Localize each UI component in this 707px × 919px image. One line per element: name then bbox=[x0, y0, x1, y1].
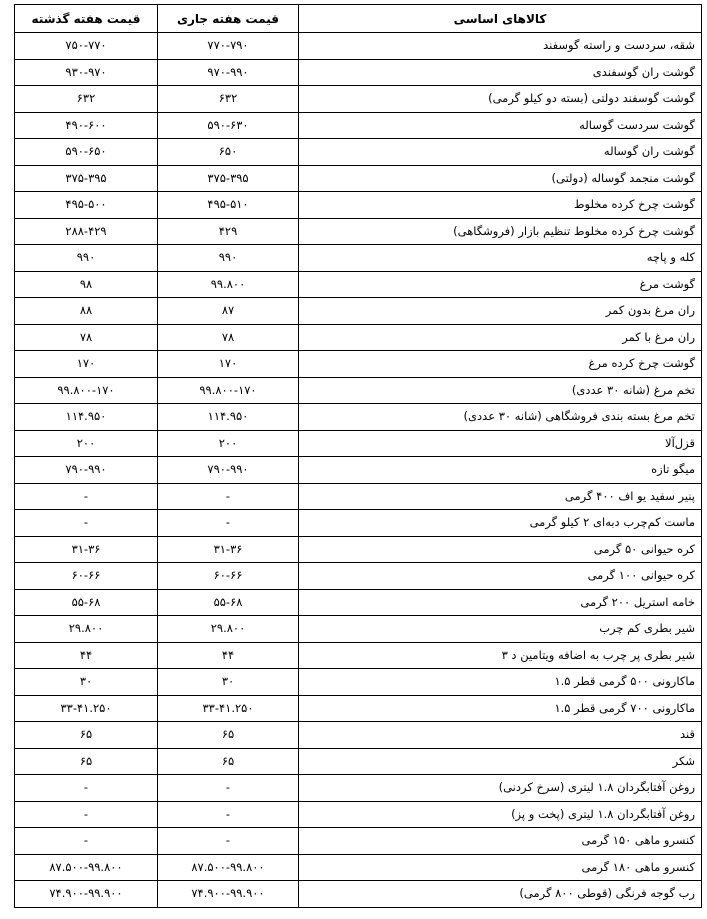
table-row bbox=[15, 881, 702, 908]
current-price-cell: ۱۱۴.۹۵۰ bbox=[158, 404, 299, 431]
table-row bbox=[15, 775, 702, 802]
item-name-cell: کنسرو ماهی ۱۵۰ گرمی bbox=[299, 828, 702, 855]
previous-price-cell: ۹۹۰ bbox=[15, 245, 158, 272]
item-name-cell: گوشت چرخ کرده مخلوط bbox=[299, 192, 702, 219]
previous-price-cell: ۷۹۰-۹۹۰ bbox=[15, 457, 158, 484]
previous-price-cell: - bbox=[15, 801, 158, 828]
item-name-cell: گوشت چرخ کرده مخلوط تنظیم بازار (فروشگاهی) bbox=[299, 218, 702, 245]
item-name-cell: شقه، سردست و راسته گوسفند bbox=[299, 33, 702, 60]
current-price-cell: ۸۷.۵۰۰-۹۹.۸۰۰ bbox=[158, 854, 299, 881]
previous-price-cell: - bbox=[15, 510, 158, 537]
item-name-cell: گوشت چرخ کرده مرغ bbox=[299, 351, 702, 378]
item-name-cell: قند bbox=[299, 722, 702, 749]
current-price-cell: ۲۰۰ bbox=[158, 430, 299, 457]
previous-price-cell: ۷۴.۹۰۰-۹۹.۹۰۰ bbox=[15, 881, 158, 908]
item-name-cell: ران مرغ با کمر bbox=[299, 324, 702, 351]
table-body bbox=[15, 33, 702, 908]
current-price-cell: - bbox=[158, 801, 299, 828]
previous-price-cell: ۴۹۵-۵۰۰ bbox=[15, 192, 158, 219]
price-table bbox=[14, 4, 702, 908]
previous-price-cell: ۲۸۸-۴۲۹ bbox=[15, 218, 158, 245]
previous-price-cell: ۴۴ bbox=[15, 642, 158, 669]
current-price-cell: ۶۵ bbox=[158, 748, 299, 775]
table-row bbox=[15, 192, 702, 219]
item-name-cell: کنسرو ماهی ۱۸۰ گرمی bbox=[299, 854, 702, 881]
item-name-cell: روغن آفتابگردان ۱.۸ لیتری (سرخ کردنی) bbox=[299, 775, 702, 802]
current-price-cell: ۷۴.۹۰۰-۹۹.۹۰۰ bbox=[158, 881, 299, 908]
previous-price-cell: ۳۷۵-۳۹۵ bbox=[15, 165, 158, 192]
previous-price-cell: ۹۸ bbox=[15, 271, 158, 298]
item-name-cell: ماکارونی ۷۰۰ گرمی قطر ۱.۵ bbox=[299, 695, 702, 722]
previous-price-cell: ۲۰۰ bbox=[15, 430, 158, 457]
header-last-week-price: قیمت هفته گذشته bbox=[15, 5, 158, 33]
current-price-cell: ۳۰ bbox=[158, 669, 299, 696]
table-row bbox=[15, 722, 702, 749]
item-name-cell: تخم مرغ (شانه ۳۰ عددی) bbox=[299, 377, 702, 404]
table-row bbox=[15, 377, 702, 404]
item-name-cell: پنیر سفید یو اف ۴۰۰ گرمی bbox=[299, 483, 702, 510]
table-row bbox=[15, 642, 702, 669]
header-basic-goods: کالاهای اساسی bbox=[299, 5, 702, 33]
table-row bbox=[15, 748, 702, 775]
table-row bbox=[15, 536, 702, 563]
current-price-cell: ۳۷۵-۳۹۵ bbox=[158, 165, 299, 192]
current-price-cell: ۲۹.۸۰۰ bbox=[158, 616, 299, 643]
item-name-cell: میگو تازه bbox=[299, 457, 702, 484]
table-row bbox=[15, 430, 702, 457]
table-row bbox=[15, 112, 702, 139]
current-price-cell: ۶۰-۶۶ bbox=[158, 563, 299, 590]
table-row bbox=[15, 298, 702, 325]
current-price-cell: - bbox=[158, 775, 299, 802]
previous-price-cell: ۹۹.۸۰۰-۱۷۰ bbox=[15, 377, 158, 404]
table-row bbox=[15, 271, 702, 298]
item-name-cell: گوشت ران گوساله bbox=[299, 139, 702, 166]
current-price-cell: - bbox=[158, 510, 299, 537]
table-row bbox=[15, 165, 702, 192]
item-name-cell: گوشت گوسفند دولتی (بسته دو کیلو گرمی) bbox=[299, 86, 702, 113]
item-name-cell: کله و پاچه bbox=[299, 245, 702, 272]
item-name-cell: رب گوجه فرنگی (قوطی ۸۰۰ گرمی) bbox=[299, 881, 702, 908]
item-name-cell: خامه استریل ۲۰۰ گرمی bbox=[299, 589, 702, 616]
current-price-cell: ۷۸ bbox=[158, 324, 299, 351]
table-row bbox=[15, 139, 702, 166]
table-row bbox=[15, 510, 702, 537]
current-price-cell: - bbox=[158, 483, 299, 510]
item-name-cell: شیر بطری کم چرب bbox=[299, 616, 702, 643]
current-price-cell: ۳۳-۴۱.۲۵۰ bbox=[158, 695, 299, 722]
table-row bbox=[15, 854, 702, 881]
previous-price-cell: - bbox=[15, 775, 158, 802]
previous-price-cell: ۳۰ bbox=[15, 669, 158, 696]
current-price-cell: ۷۹۰-۹۹۰ bbox=[158, 457, 299, 484]
table-row bbox=[15, 351, 702, 378]
previous-price-cell: ۵۵-۶۸ bbox=[15, 589, 158, 616]
current-price-cell: ۹۹.۸۰۰-۱۷۰ bbox=[158, 377, 299, 404]
current-price-cell: ۴۹۵-۵۱۰ bbox=[158, 192, 299, 219]
previous-price-cell: ۸۸ bbox=[15, 298, 158, 325]
previous-price-cell: ۸۷.۵۰۰-۹۹.۸۰۰ bbox=[15, 854, 158, 881]
item-name-cell: شکر bbox=[299, 748, 702, 775]
item-name-cell: ماکارونی ۵۰۰ گرمی قطر ۱.۵ bbox=[299, 669, 702, 696]
item-name-cell: کره حیوانی ۵۰ گرمی bbox=[299, 536, 702, 563]
table-row bbox=[15, 457, 702, 484]
previous-price-cell: ۲۹.۸۰۰ bbox=[15, 616, 158, 643]
item-name-cell: گوشت مرغ bbox=[299, 271, 702, 298]
table-row bbox=[15, 801, 702, 828]
table-row bbox=[15, 86, 702, 113]
table-row bbox=[15, 669, 702, 696]
item-name-cell: روغن آفتابگردان ۱.۸ لیتری (پخت و پز) bbox=[299, 801, 702, 828]
table-row bbox=[15, 33, 702, 60]
current-price-cell: ۸۷ bbox=[158, 298, 299, 325]
current-price-cell: ۹۷۰-۹۹۰ bbox=[158, 59, 299, 86]
table-header-row bbox=[15, 5, 702, 33]
previous-price-cell: ۱۱۴.۹۵۰ bbox=[15, 404, 158, 431]
previous-price-cell: ۶۰-۶۶ bbox=[15, 563, 158, 590]
table-row bbox=[15, 483, 702, 510]
item-name-cell: ران مرغ بدون کمر bbox=[299, 298, 702, 325]
table-row bbox=[15, 59, 702, 86]
previous-price-cell: ۴۹۰-۶۰۰ bbox=[15, 112, 158, 139]
item-name-cell: تخم مرغ بسته بندی فروشگاهی (شانه ۳۰ عددی) bbox=[299, 404, 702, 431]
previous-price-cell: ۳۳-۴۱.۲۵۰ bbox=[15, 695, 158, 722]
item-name-cell: گوشت سردست گوساله bbox=[299, 112, 702, 139]
item-name-cell: ماست کم‌چرب دبه‌ای ۲ کیلو گرمی bbox=[299, 510, 702, 537]
current-price-cell: ۶۵۰ bbox=[158, 139, 299, 166]
table-row bbox=[15, 245, 702, 272]
previous-price-cell: ۷۵۰-۷۷۰ bbox=[15, 33, 158, 60]
current-price-cell: ۹۹۰ bbox=[158, 245, 299, 272]
table-row bbox=[15, 218, 702, 245]
current-price-cell: ۴۲۹ bbox=[158, 218, 299, 245]
table-row bbox=[15, 563, 702, 590]
table-row bbox=[15, 616, 702, 643]
item-name-cell: قزل‌آلا bbox=[299, 430, 702, 457]
previous-price-cell: ۵۹۰-۶۵۰ bbox=[15, 139, 158, 166]
current-price-cell: ۶۵ bbox=[158, 722, 299, 749]
current-price-cell: ۵۹۰-۶۳۰ bbox=[158, 112, 299, 139]
current-price-cell: ۴۴ bbox=[158, 642, 299, 669]
item-name-cell: گوشت منجمد گوساله (دولتی) bbox=[299, 165, 702, 192]
current-price-cell: - bbox=[158, 828, 299, 855]
previous-price-cell: ۷۸ bbox=[15, 324, 158, 351]
table-row bbox=[15, 695, 702, 722]
table-row bbox=[15, 589, 702, 616]
current-price-cell: ۹۹.۸۰۰ bbox=[158, 271, 299, 298]
previous-price-cell: - bbox=[15, 483, 158, 510]
previous-price-cell: - bbox=[15, 828, 158, 855]
previous-price-cell: ۶۵ bbox=[15, 748, 158, 775]
table-row bbox=[15, 324, 702, 351]
item-name-cell: کره حیوانی ۱۰۰ گرمی bbox=[299, 563, 702, 590]
current-price-cell: ۳۱-۳۶ bbox=[158, 536, 299, 563]
previous-price-cell: ۱۷۰ bbox=[15, 351, 158, 378]
current-price-cell: ۱۷۰ bbox=[158, 351, 299, 378]
current-price-cell: ۵۵-۶۸ bbox=[158, 589, 299, 616]
table-row bbox=[15, 828, 702, 855]
header-current-week-price: قیمت هفته جاری bbox=[158, 5, 299, 33]
previous-price-cell: ۹۳۰-۹۷۰ bbox=[15, 59, 158, 86]
current-price-cell: ۷۷۰-۷۹۰ bbox=[158, 33, 299, 60]
item-name-cell: شیر بطری پر چرب به اضافه ویتامین د ۳ bbox=[299, 642, 702, 669]
previous-price-cell: ۳۱-۳۶ bbox=[15, 536, 158, 563]
previous-price-cell: ۶۵ bbox=[15, 722, 158, 749]
previous-price-cell: ۶۳۲ bbox=[15, 86, 158, 113]
item-name-cell: گوشت ران گوسفندی bbox=[299, 59, 702, 86]
table-row bbox=[15, 404, 702, 431]
current-price-cell: ۶۳۲ bbox=[158, 86, 299, 113]
